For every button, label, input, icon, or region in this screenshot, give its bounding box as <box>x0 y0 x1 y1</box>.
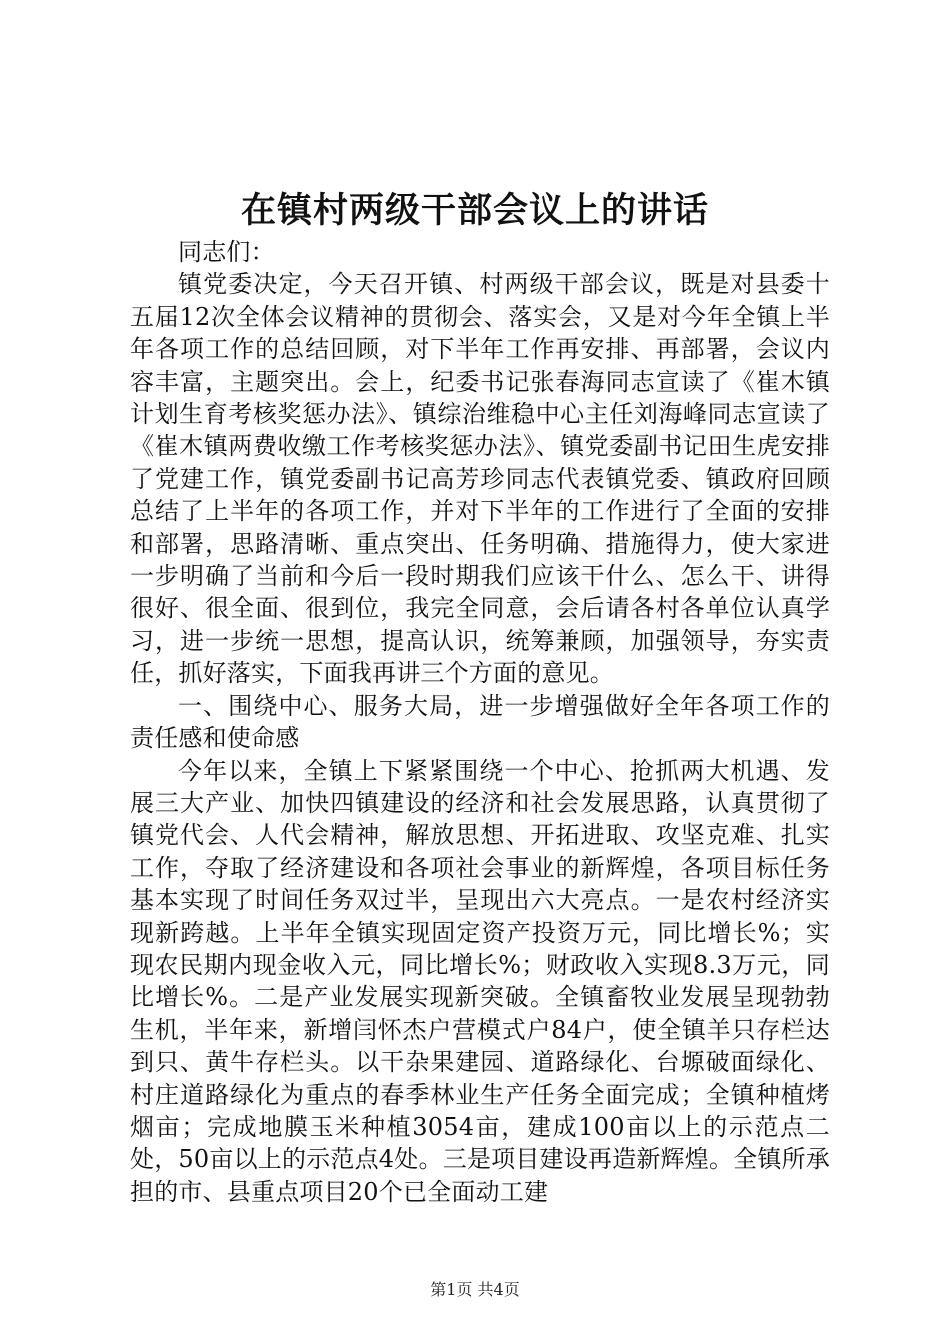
document-title: 在镇村两级干部会议上的讲话 <box>240 190 709 231</box>
section-heading-1: 一、围绕中心、服务大局，进一步增强做好全年各项工作的责任感和使命感 <box>130 691 830 753</box>
greeting: 同志们： <box>178 238 275 266</box>
document-body <box>130 236 830 1208</box>
page-footer: 第1页 共4页 <box>430 1280 520 1299</box>
paragraph-intro: 镇党委决定，今天召开镇、村两级干部会议，既是对县委十五届12次全体会议精神的贯彻会、落实会，又是对今年全镇上半年各项工作的总结回顾，对下半年工作再安排、再部署，会议内容丰富，主题突出。会上，纪委书记张春海同志宣读了《崔木镇计划生育考核奖惩办法》、镇综治维稳中心主任刘海峰同志宣读了《崔木镇两费收缴工作考核奖惩办法》、镇党委副书记田生虎安排了党建工作，镇党委副书记高芳珍同志代表镇党委、镇政府回顾总结了上半年的各项工作，并对下半年的工作进行了全面的安排和部署，思路清晰、重点突出、任务明确、措施得力，使大家进一步明确了当前和今后一段时期我们应该干什么、怎么干、讲得很好、很全面、很到位，我完全同意，会后请各村各单位认真学习，进一步统一思想，提高认识，统筹兼顾，加强领导，夯实责任，抓好落实，下面我再讲三个方面的意见。 <box>130 270 830 688</box>
paragraph-section-1: 今年以来，全镇上下紧紧围绕一个中心、抢抓两大机遇、发展三大产业、加快四镇建设的经济和社会发展思路，认真贯彻了镇党代会、人代会精神，解放思想、开拓进取、攻坚克难、扎实工作，夺取了经济建设和各项社会事业的新辉煌，各项目标任务基本实现了时间任务双过半，呈现出六大亮点。一是农村经济实现新跨越。上半年全镇实现固定资产投资万元，同比增长%；实现农民期内现金收入元，同比增长%；财政收入实现8.3万元，同比增长%。二是产业发展实现新突破。全镇畜牧业发展呈现勃勃生机，半年来，新增闫怀杰户营模式户84户，使全镇羊只存栏达到只、黄牛存栏头。以干杂果建园、道路绿化、台塬破面绿化、村庄道路绿化为重点的春季林业生产任务全面完成；全镇种植烤烟亩；完成地膜玉米种植3054亩，建成100亩以上的示范点二处，50亩以上的示范点4处。三是项目建设再造新辉煌。全镇所承担的市、县重点项目20个已全面动工建 <box>130 756 830 1206</box>
